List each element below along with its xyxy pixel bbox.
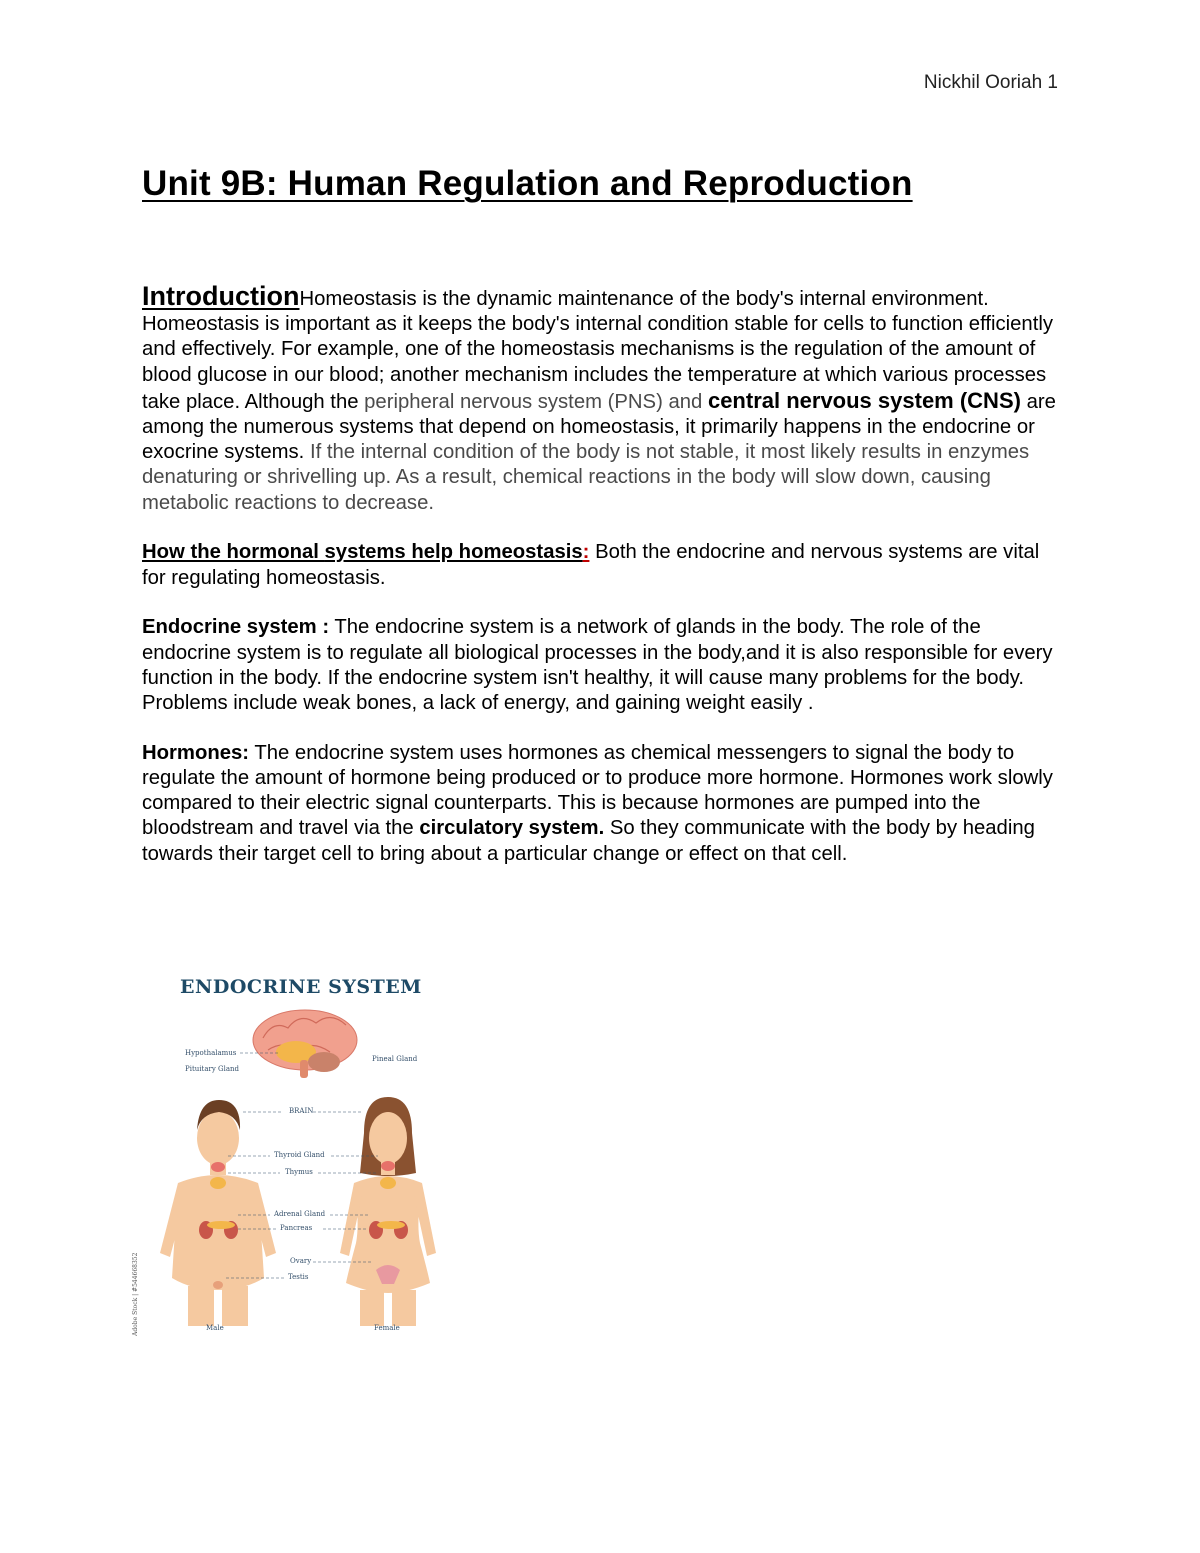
label-pineal: Pineal Gland [372, 1055, 418, 1063]
stock-watermark: Adobe Stock | #544668352 [132, 1252, 139, 1336]
hormonal-paragraph [142, 540, 1062, 590]
hormones-text-1: The endocrine system uses hormones as chemical messengers to signal the body to regulate the amount of hormone being produced or to produce more hormone. Hormones work slowly compared to their electric signal counterparts. This is because hormones are pumped into the bloodstream and travel via the [142, 741, 1053, 840]
intro-heading: Introduction [142, 281, 300, 311]
label-thyroid: Thyroid Gland [274, 1151, 325, 1159]
hormonal-colon: : [582, 541, 590, 564]
hormonal-heading-b: systems help homeostasis [324, 541, 583, 564]
endocrine-illustration [128, 958, 478, 1343]
endocrine-text: The endocrine system is a network of glands in the body. The role of the endocrine system is to regulate all biological processes in the body,and it is also responsible for every function in the body. If the endocrine system isn't healthy, it will cause many problems for the body. Problems include weak bones, a lack of energy, and gaining weight easily . [142, 616, 1053, 715]
endocrine-heading: Endocrine system : [142, 616, 330, 639]
label-brain: BRAIN [289, 1107, 314, 1115]
hormones-text-2: So they communicate with the body by heading towards their target cell to bring about a particular change or effect on that cell. [142, 817, 1035, 865]
label-ovary: Ovary [290, 1257, 312, 1265]
hormonal-heading-a: How the hormonal [142, 541, 325, 564]
intro-text-1: Homeostasis is the dynamic maintenance of the body's internal environment. Homeostasis is important as it keeps the body's internal condition stable for cells to function efficiently and effectively. For example, one of the homeostasis mechanisms is the regulation of the amount of blood glucose in our blood; another mechanism includes the temperature at which various processes take place. Although the [142, 288, 1053, 413]
hormonal-text: Both the endocrine and nervous systems are vital for regulating homeostasis. [142, 541, 1040, 589]
document-title: Unit 9B: Human Regulation and Reproduction [142, 164, 913, 203]
male-body-illustration [160, 1100, 276, 1326]
label-adrenal: Adrenal Gland [274, 1210, 326, 1218]
page-header: Nickhil Ooriah 1 [923, 72, 1058, 93]
intro-text-4: If the internal condition of the body is not stable, it most likely results in enzymes denaturing or shrivelling up. As a result, chemical reactions in the body will slow down, causing metabolic reactions to decrease. [142, 441, 1030, 514]
label-female: Female [374, 1324, 400, 1332]
figure-title: ENDOCRINE SYSTEM [180, 976, 422, 998]
label-thymus: Thymus [285, 1168, 313, 1176]
hormones-paragraph [142, 741, 1062, 867]
label-testis: Testis [288, 1273, 309, 1281]
hormones-heading: Hormones: [142, 741, 250, 764]
cns-term: central nervous system (CNS) [707, 387, 1021, 413]
intro-text-3: are among the numerous systems that depend on homeostasis, it primarily happens in the endocrine or exocrine systems. [142, 390, 1056, 464]
intro-text-2: peripheral nervous system (PNS) and [364, 390, 708, 413]
endocrine-system-figure [128, 958, 478, 1343]
document-body [142, 281, 1062, 891]
brain-illustration [253, 1010, 357, 1078]
label-male: Male [206, 1324, 224, 1332]
female-body-illustration [340, 1097, 436, 1326]
label-pancreas: Pancreas [280, 1224, 313, 1232]
endocrine-paragraph [142, 615, 1062, 716]
label-hypothalamus: Hypothalamus [185, 1049, 237, 1057]
label-pituitary: Pituitary Gland [185, 1065, 240, 1073]
circulatory-term: circulatory system. [419, 817, 605, 840]
intro-paragraph [142, 281, 1062, 516]
